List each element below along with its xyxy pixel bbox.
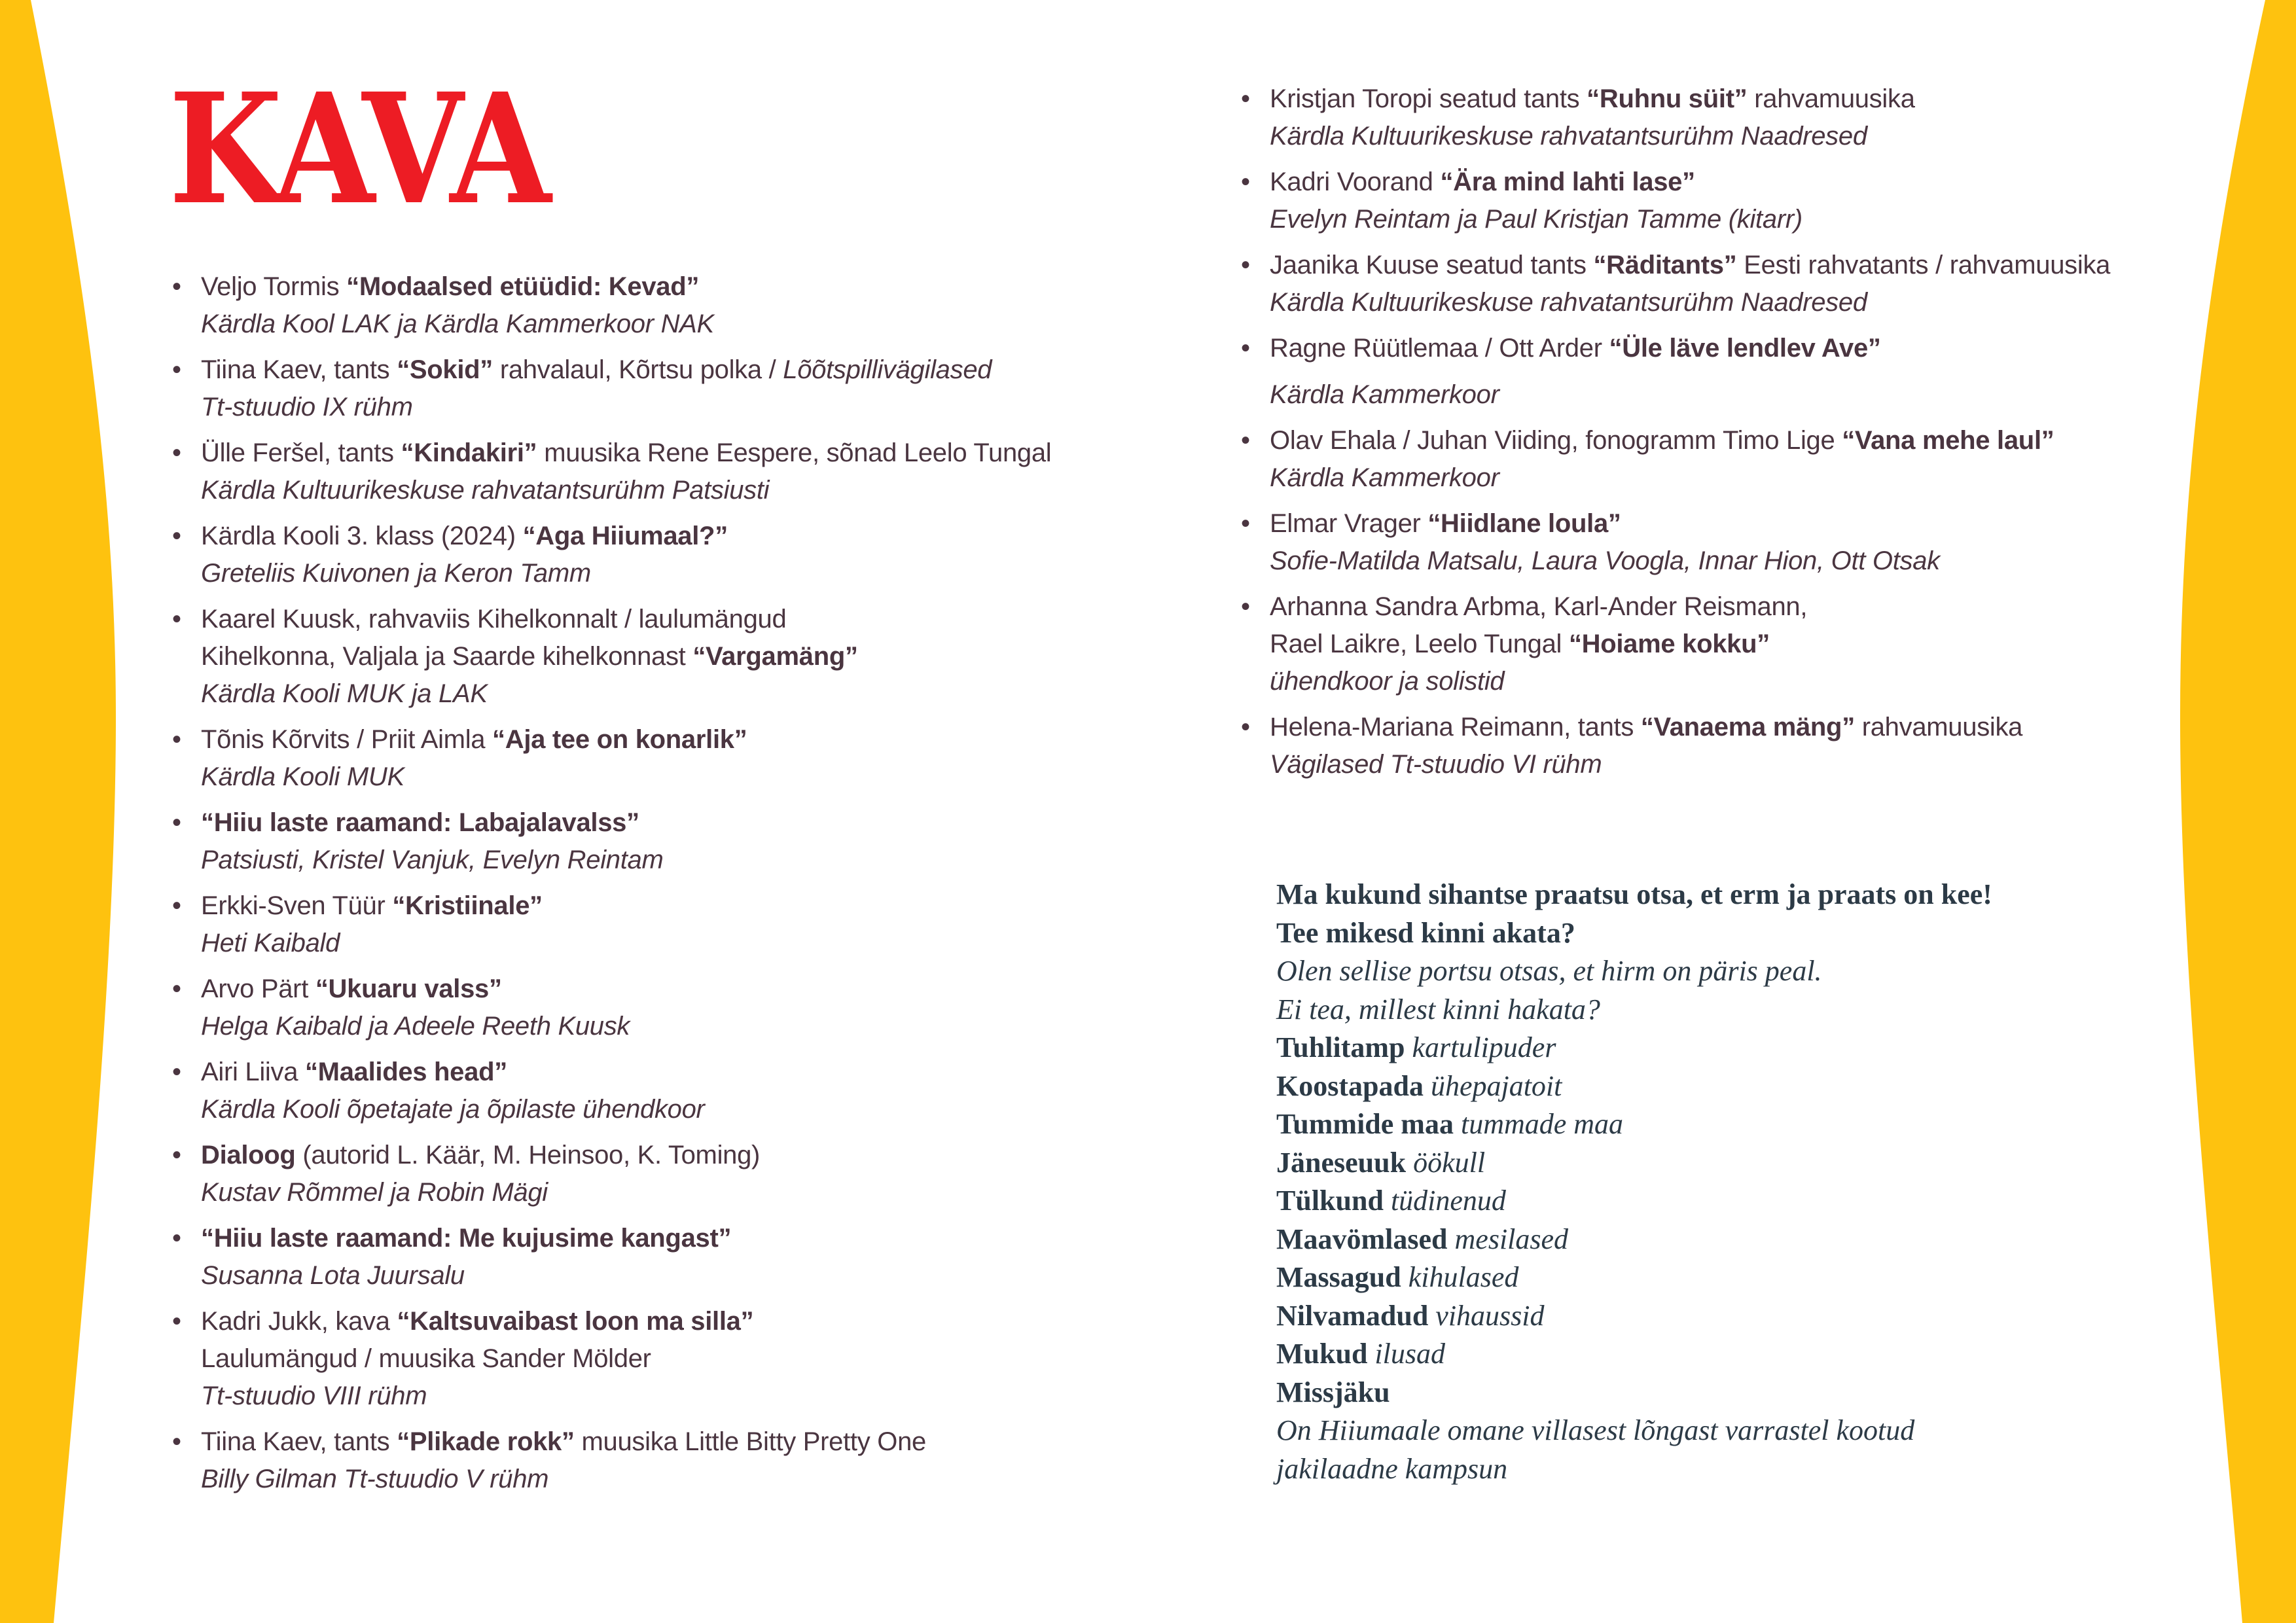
program-item-title — [1270, 330, 2217, 367]
italic-text: Tt-stuudio VIII rühm — [201, 1382, 427, 1410]
glossary-line — [1276, 876, 2193, 914]
bold-text: Massagud — [1276, 1261, 1401, 1293]
italic-text: Kärdla Kultuurikeskuse rahvatantsurühm Naadresed — [1270, 122, 1867, 151]
program-item-detail — [201, 472, 1181, 509]
bold-text: “Üle läve lendlev Ave” — [1609, 334, 1881, 363]
bullet-icon: • — [171, 1427, 181, 1456]
italic-text: Ei tea, millest kinni hakata? — [1276, 993, 1600, 1026]
italic-text: Billy Gilman Tt-stuudio V rühm — [201, 1465, 549, 1493]
text — [1448, 1223, 1455, 1255]
italic-text: kartulipuder — [1412, 1031, 1556, 1063]
italic-text: Helga Kaibald ja Adeele Reeth Kuusk — [201, 1012, 630, 1041]
italic-text: kihulased — [1408, 1261, 1519, 1293]
bold-text: Nilvamadud — [1276, 1299, 1429, 1332]
italic-text: Kärdla Kool LAK ja Kärdla Kammerkoor NAK — [201, 310, 714, 338]
italic-text: Kärdla Kooli õpetajate ja õpilaste ühendkoor — [201, 1095, 705, 1124]
bullet-icon: • — [1240, 509, 1250, 538]
program-item-detail — [201, 638, 1181, 675]
italic-text: Kärdla Kammerkoor — [1270, 380, 1499, 409]
text: Ragne Rüütlemaa / Ott Arder — [1270, 334, 1609, 363]
program-item — [167, 1137, 1181, 1211]
program-item-title — [201, 1423, 1181, 1461]
program-item — [1236, 422, 2217, 497]
program-item — [167, 351, 1181, 426]
bold-text: Tummide maa — [1276, 1108, 1454, 1140]
program-item — [167, 1423, 1181, 1498]
program-item-detail — [1270, 284, 2217, 321]
program-item — [1236, 709, 2217, 783]
text — [1454, 1108, 1461, 1140]
italic-text: On Hiiumaale omane villasest lõngast varrastel kootud — [1276, 1414, 1915, 1446]
program-item-title — [1270, 164, 2217, 201]
program-item — [167, 1220, 1181, 1294]
italic-text: Kärdla Kooli MUK ja LAK — [201, 679, 488, 708]
text: rahvamuusika — [1747, 84, 1915, 113]
program-item — [1236, 505, 2217, 580]
program-item — [1236, 588, 2217, 700]
bold-text: “Modaalsed etüüdid: Kevad” — [346, 272, 700, 301]
program-item-title — [1270, 588, 2217, 626]
italic-text: Greteliis Kuivonen ja Keron Tamm — [201, 559, 591, 588]
program-item-title — [201, 351, 1181, 389]
program-item-title — [201, 887, 1181, 925]
left-yellow-arc — [0, 0, 116, 1623]
program-item-title — [201, 971, 1181, 1008]
program-item-title — [201, 518, 1181, 555]
italic-text: jakilaadne kampsun — [1276, 1452, 1508, 1485]
bullet-icon: • — [1240, 592, 1250, 621]
program-item-detail — [1270, 376, 2217, 414]
bold-text: “Ruhnu süit” — [1587, 84, 1748, 113]
program-item-detail — [201, 758, 1181, 796]
bold-text: “Hiidlane loula” — [1427, 509, 1621, 538]
bold-text: “Plikade rokk” — [397, 1427, 575, 1456]
italic-text: Kustav Rõmmel ja Robin Mägi — [201, 1178, 548, 1207]
bullet-icon: • — [171, 808, 181, 837]
bullet-icon: • — [1240, 84, 1250, 113]
program-item-detail — [201, 555, 1181, 592]
program-item-detail — [201, 1008, 1181, 1045]
glossary-line — [1276, 1412, 2193, 1450]
program-item-title — [1270, 247, 2217, 284]
bold-text: “Ukuaru valss” — [315, 974, 502, 1003]
program-item-title — [201, 268, 1181, 306]
bold-text: “Vana mehe laul” — [1842, 426, 2054, 455]
text — [1367, 1338, 1374, 1370]
program-item-detail — [201, 1257, 1181, 1294]
page-title: KAVA — [169, 60, 548, 238]
program-item-detail — [1270, 118, 2217, 155]
program-item-detail — [201, 1091, 1181, 1128]
bold-text: “Maalides head” — [304, 1058, 507, 1086]
bold-text: “Vargamäng” — [692, 642, 858, 671]
bold-text: Mukud — [1276, 1338, 1368, 1370]
glossary-line — [1276, 1374, 2193, 1412]
italic-text: Evelyn Reintam ja Paul Kristjan Tamme (kitarr) — [1270, 205, 1803, 234]
program-item-detail — [201, 1378, 1181, 1415]
program-list-left — [167, 268, 1181, 1507]
italic-text: tummade maa — [1460, 1108, 1624, 1140]
text: Kadri Voorand — [1270, 168, 1441, 196]
glossary-line — [1276, 1105, 2193, 1144]
text: Ülle Feršel, tants — [201, 438, 401, 467]
program-item-title — [201, 1054, 1181, 1091]
bold-text: Ma kukund sihantse praatsu otsa, et erm ja praats on kee! — [1276, 878, 1992, 910]
bullet-icon: • — [171, 974, 181, 1003]
bold-text: Missjäku — [1276, 1376, 1390, 1408]
glossary-line — [1276, 1297, 2193, 1336]
bullet-icon: • — [171, 1224, 181, 1253]
bullet-icon: • — [171, 725, 181, 754]
italic-text: Sofie-Matilda Matsalu, Laura Voogla, Innar Hion, Ott Otsak — [1270, 546, 1940, 575]
program-item — [1236, 164, 2217, 238]
glossary-line — [1276, 1144, 2193, 1183]
italic-text: vihaussid — [1435, 1299, 1545, 1332]
text — [1405, 1031, 1412, 1063]
text: rahvalaul, Kõrtsu polka / — [493, 355, 783, 384]
text: (autorid L. Käär, M. Heinsoo, K. Toming) — [295, 1141, 761, 1169]
bullet-icon: • — [171, 605, 181, 633]
bullet-icon: • — [171, 355, 181, 384]
program-item-title — [1270, 422, 2217, 459]
bold-text: “Aja tee on konarlik” — [492, 725, 747, 754]
program-item-detail — [201, 842, 1181, 879]
text: Tõnis Kõrvits / Priit Aimla — [201, 725, 493, 754]
text — [1401, 1261, 1408, 1293]
text: Veljo Tormis — [201, 272, 347, 301]
program-item — [167, 721, 1181, 796]
program-item-detail — [1270, 459, 2217, 497]
bold-text: “Sokid” — [397, 355, 493, 384]
bold-text: “Aga Hiiumaal?” — [522, 522, 728, 550]
bullet-icon: • — [1240, 713, 1250, 741]
glossary-line — [1276, 1067, 2193, 1106]
bullet-icon: • — [1240, 334, 1250, 363]
program-item-title — [201, 721, 1181, 758]
text — [1406, 1147, 1413, 1179]
glossary-line — [1276, 991, 2193, 1029]
italic-text: Olen sellise portsu otsas, et hirm on päris peal. — [1276, 955, 1822, 987]
program-item — [167, 268, 1181, 343]
glossary-line — [1276, 1450, 2193, 1489]
italic-text: mesilased — [1454, 1222, 1569, 1255]
glossary-line — [1276, 1221, 2193, 1259]
program-item-title — [201, 804, 1181, 842]
text: Kaarel Kuusk, rahvaviis Kihelkonnalt / laulumängud — [201, 605, 787, 633]
program-item-detail — [201, 389, 1181, 426]
text: Olav Ehala / Juhan Viiding, fonogramm Timo Lige — [1270, 426, 1842, 455]
text — [1424, 1070, 1431, 1102]
bullet-icon: • — [171, 272, 181, 301]
text: Airi Liiva — [201, 1058, 305, 1086]
bullet-icon: • — [171, 522, 181, 550]
bold-text: “Kindakiri” — [401, 438, 537, 467]
text — [1428, 1300, 1435, 1332]
program-item — [167, 518, 1181, 592]
bold-text: “Hoiame kokku” — [1568, 630, 1770, 658]
program-item-title — [201, 1137, 1181, 1174]
bullet-icon: • — [171, 891, 181, 920]
text: Eesti rahvatants / rahvamuusika — [1736, 251, 2111, 279]
italic-text: Kärdla Kooli MUK — [201, 762, 404, 791]
italic-text: öökull — [1413, 1146, 1486, 1179]
program-item — [1236, 330, 2217, 414]
italic-text: Heti Kaibald — [201, 929, 340, 957]
italic-text: tüdinenud — [1390, 1185, 1506, 1217]
text: Arvo Pärt — [201, 974, 315, 1003]
glossary-line — [1276, 1029, 2193, 1067]
glossary-line — [1276, 952, 2193, 991]
bullet-icon: • — [171, 438, 181, 467]
program-item-title — [1270, 80, 2217, 118]
italic-text: Kärdla Kultuurikeskuse rahvatantsurühm Naadresed — [1270, 288, 1867, 317]
program-item-title — [1270, 709, 2217, 746]
text: Elmar Vrager — [1270, 509, 1428, 538]
text: Kadri Jukk, kava — [201, 1307, 397, 1336]
bold-text: Koostapada — [1276, 1069, 1424, 1102]
italic-text: Tt-stuudio IX rühm — [201, 393, 413, 421]
program-item-detail — [1270, 201, 2217, 238]
text: Kihelkonna, Valjala ja Saarde kihelkonnast — [201, 642, 693, 671]
bold-text: Dialoog — [201, 1141, 296, 1169]
program-item — [167, 971, 1181, 1045]
bold-text: “Ära mind lahti lase” — [1440, 168, 1695, 196]
bold-text: Maavömlased — [1276, 1222, 1448, 1255]
bold-text: “Hiiu laste raamand: Labajalavalss” — [201, 808, 639, 837]
program-item — [1236, 247, 2217, 321]
program-item-title — [201, 601, 1181, 638]
text: Arhanna Sandra Arbma, Karl-Ander Reismann, — [1270, 592, 1808, 621]
text: Kärdla Kooli 3. klass (2024) — [201, 522, 523, 550]
program-list-right — [1236, 80, 2217, 792]
dialect-glossary — [1276, 876, 2193, 1488]
program-item — [167, 804, 1181, 879]
italic-text: Kärdla Kammerkoor — [1270, 463, 1499, 492]
program-item-title — [1270, 505, 2217, 543]
text: Kristjan Toropi seatud tants — [1270, 84, 1587, 113]
program-item-detail — [201, 675, 1181, 713]
program-item-detail — [201, 925, 1181, 962]
glossary-line — [1276, 1182, 2193, 1221]
bold-text: Tuhlitamp — [1276, 1031, 1405, 1063]
program-item-detail — [201, 306, 1181, 343]
italic-text: Kärdla Kultuurikeskuse rahvatantsurühm Patsiusti — [201, 476, 770, 505]
bullet-icon: • — [171, 1307, 181, 1336]
bold-text: Tülkund — [1276, 1185, 1384, 1217]
text: muusika Rene Eespere, sõnad Leelo Tungal — [537, 438, 1052, 467]
program-item-title — [201, 1220, 1181, 1257]
text: Tiina Kaev, tants — [201, 1427, 397, 1456]
italic-text: ühendkoor ja solistid — [1270, 667, 1505, 696]
bullet-icon: • — [171, 1058, 181, 1086]
program-item — [167, 887, 1181, 962]
bullet-icon: • — [171, 1141, 181, 1169]
italic-text: Vägilased Tt-stuudio VI rühm — [1270, 750, 1602, 779]
text: rahvamuusika — [1854, 713, 2023, 741]
italic-text: Lõõtspillivägilased — [783, 355, 992, 384]
program-item — [167, 1054, 1181, 1128]
bold-text: “Räditants” — [1593, 251, 1737, 279]
program-item-title — [201, 1303, 1181, 1340]
text: Tiina Kaev, tants — [201, 355, 397, 384]
program-item — [167, 1303, 1181, 1415]
bullet-icon: • — [1240, 168, 1250, 196]
text: Rael Laikre, Leelo Tungal — [1270, 630, 1569, 658]
text: Jaanika Kuuse seatud tants — [1270, 251, 1594, 279]
glossary-line — [1276, 1335, 2193, 1374]
text: muusika Little Bitty Pretty One — [574, 1427, 926, 1456]
text: Helena-Mariana Reimann, tants — [1270, 713, 1641, 741]
italic-text: Patsiusti, Kristel Vanjuk, Evelyn Reintam — [201, 846, 664, 874]
text — [1384, 1185, 1391, 1217]
bold-text: “Hiiu laste raamand: Me kujusime kangast” — [201, 1224, 732, 1253]
italic-text: ilusad — [1374, 1338, 1445, 1370]
italic-text: ühepajatoit — [1430, 1069, 1562, 1102]
program-item — [1236, 80, 2217, 155]
bold-text: Jäneseuuk — [1276, 1146, 1407, 1179]
program-item-detail — [201, 1174, 1181, 1211]
program-item-title — [201, 435, 1181, 472]
program-item-detail — [201, 1340, 1181, 1378]
program-item-detail — [201, 1461, 1181, 1498]
program-item-detail — [1270, 626, 2217, 663]
text: Laulumängud / muusika Sander Mölder — [201, 1344, 651, 1373]
bold-text: Tee mikesd kinni akata? — [1276, 916, 1575, 949]
glossary-line — [1276, 914, 2193, 953]
glossary-line — [1276, 1258, 2193, 1297]
bold-text: “Kaltsuvaibast loon ma silla” — [397, 1307, 754, 1336]
bold-text: “Kristiinale” — [392, 891, 543, 920]
program-item-detail — [1270, 543, 2217, 580]
italic-text: Susanna Lota Juursalu — [201, 1261, 465, 1290]
bullet-icon: • — [1240, 251, 1250, 279]
program-item — [167, 601, 1181, 713]
program-item-detail — [1270, 663, 2217, 700]
text: Erkki-Sven Tüür — [201, 891, 393, 920]
program-item-detail — [1270, 746, 2217, 783]
program-item — [167, 435, 1181, 509]
bold-text: “Vanaema mäng” — [1640, 713, 1855, 741]
bullet-icon: • — [1240, 426, 1250, 455]
